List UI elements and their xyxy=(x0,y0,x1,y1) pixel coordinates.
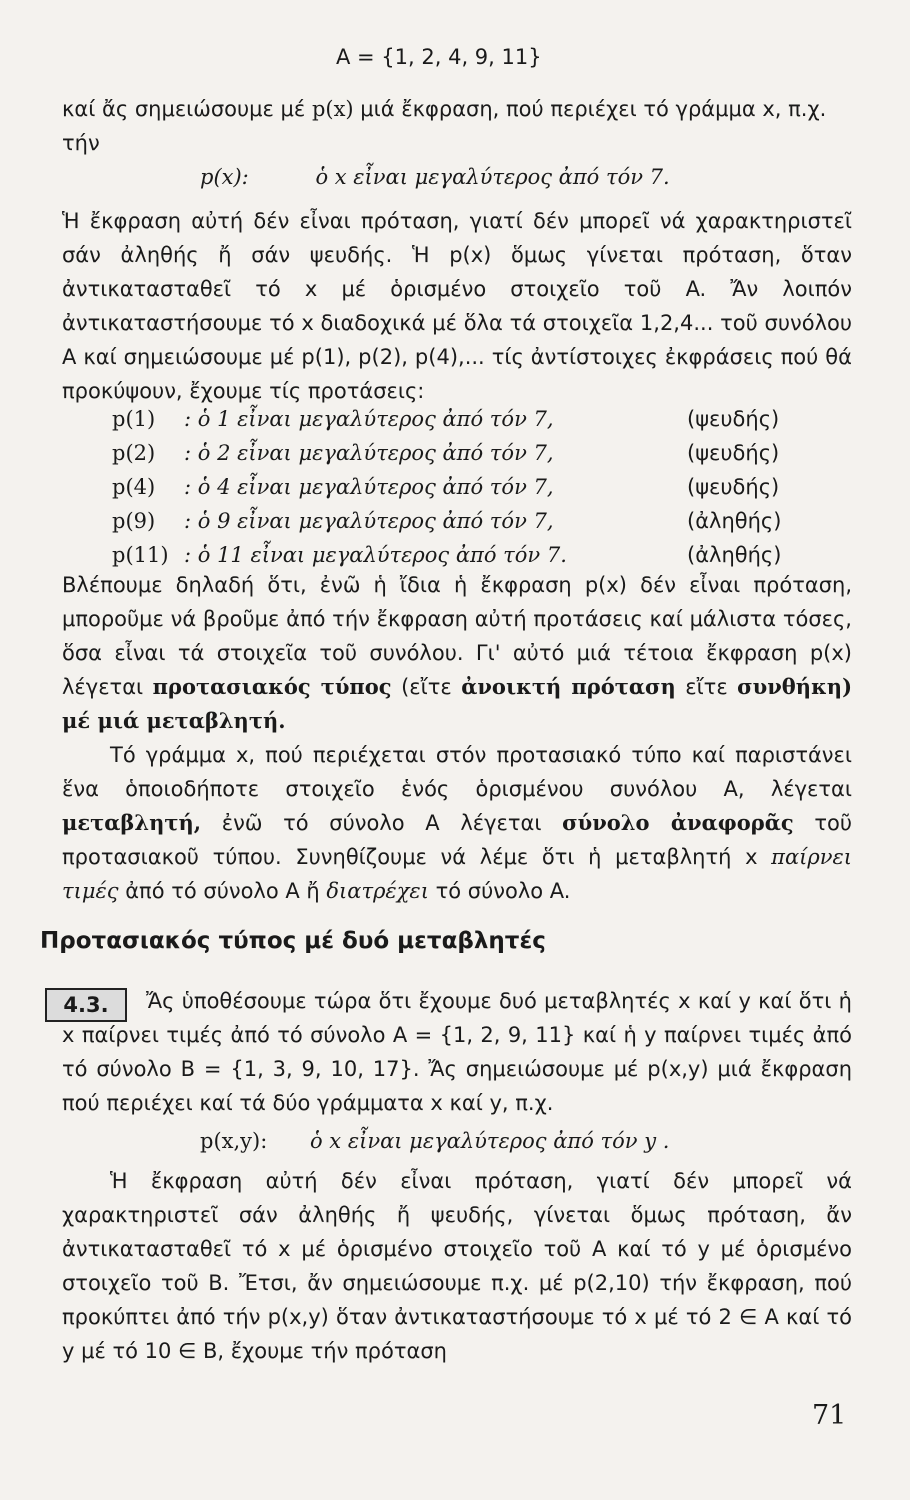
explanation-paragraph: Ἡ ἔκφραση αὐτή δέν εἶναι πρόταση, γιατί δέν μπορεῖ νά χαρακτηριστεῖ σάν ἀληθής ἤ σάν ψευδής. Ἡ p(x) ὅμως γίνεται πρόταση, ὅταν ἀντικατασταθεῖ τό x μέ ὁρισμένο στοιχεῖο τοῦ A. Ἄν λοιπόν ἀντικαταστήσουμε τό x διαδοχικά μέ ὅλα τά στοιχεῖα 1,2,4... τοῦ συνόλου A καί σημειώσουμε μέ p(1), p(2), p(4),... τίς ἀντίστοιχες ἐκφράσεις πού θά προκύψουν, ἔχουμε τίς προτάσεις: xyxy=(62,209,852,403)
proposition-row xyxy=(112,470,802,504)
variable-text: Τό γράμμα x, πού περιέχεται στόν προτασιακό τύπο καί παριστάνει ἕνα ὁποιοδήποτε στοιχεῖο ἑνός ὁρισμένου συνόλου A, λέγεται xyxy=(62,743,852,801)
section-heading: Προτασιακός τύπος μέ δυό μεταβλητές xyxy=(40,928,546,954)
proposition-row xyxy=(112,436,802,470)
expression2-label: p(x,y): xyxy=(200,1129,268,1153)
expression-text: ὁ x εἶναι μεγαλύτερος ἀπό τόν 7. xyxy=(315,165,670,189)
variable-paragraph xyxy=(62,738,852,908)
proposition-label: p(4) xyxy=(112,475,156,499)
proposition-text: : ὁ 11 εἶναι μεγαλύτερος ἀπό τόν 7. xyxy=(184,543,567,567)
proposition-row xyxy=(112,538,802,572)
proposition-text: : ὁ 9 εἶναι μεγαλύτερος ἀπό τόν 7, xyxy=(184,509,554,533)
term-traverses: διατρέχει xyxy=(326,879,429,903)
variable-text-2: ἐνῶ τό σύνολο A λέγεται xyxy=(201,811,563,835)
expression-label: p(x): xyxy=(200,165,249,189)
proposition-text: : ὁ 2 εἶναι μεγαλύτερος ἀπό τόν 7, xyxy=(184,441,554,465)
term-takes-values: παίρνει τιμές xyxy=(62,845,852,903)
term-reference-set: σύνολο ἀναφορᾶς xyxy=(562,810,794,835)
intro-text: καί ἄς σημειώσουμε μέ xyxy=(62,97,312,121)
proposition-row xyxy=(112,504,802,538)
page-number: 71 xyxy=(812,1400,847,1431)
proposition-label: p(11) xyxy=(112,543,169,567)
set-definition: A = {1, 2, 4, 9, 11} xyxy=(336,45,542,69)
expression-p-x-y xyxy=(200,1124,669,1158)
intro-expr: p(x) xyxy=(311,97,354,121)
variable-text-3: τοῦ προτασιακοῦ τύπου. Συνηθίζουμε νά λέμε ὅτι ἡ μεταβλητή x xyxy=(62,811,852,869)
proposition-truth-value: (ψευδής) xyxy=(687,441,780,465)
substitution-paragraph: Ἡ ἔκφραση αὐτή δέν εἶναι πρόταση, γιατί δέν μπορεῖ νά χαρακτηριστεῖ σάν ἀληθής ἤ ψευδής, γίνεται ὅμως πρόταση, ἄν ἀντικατασταθεῖ τό x μέ ὁρισμένο στοιχεῖο τοῦ A καί τό y μέ ὁρισμένο στοιχεῖο τοῦ B. Ἔτσι, ἄν σημειώσουμε π.χ. μέ p(2,10) τήν ἔκφραση, πού προκύπτει ἀπό τήν p(x,y) ὅταν ἀντικαταστήσουμε τό x μέ τό 2 ∈ A καί τό y μέ τό 10 ∈ B, ἔχουμε τήν πρόταση xyxy=(62,1169,852,1363)
proposition-text: : ὁ 1 εἶναι μεγαλύτερος ἀπό τόν 7, xyxy=(184,407,554,431)
variable-text-4: ἀπό τό σύνολο A ἤ xyxy=(118,879,327,903)
variable-text-5: τό σύνολο A. xyxy=(428,879,571,903)
definition-text-3: εἴτε xyxy=(675,675,738,699)
proposition-truth-value: (ἀληθής) xyxy=(687,509,782,533)
term-condition: συνθήκη) μέ μιά μεταβλητή. xyxy=(62,674,853,733)
proposition-truth-value: (ἀληθής) xyxy=(687,543,782,567)
intro-text-end: μιά ἔκφραση, πού περιέχει τό γράμμα x, π.χ. τήν xyxy=(62,97,827,155)
proposition-text: : ὁ 4 εἶναι μεγαλύτερος ἀπό τόν 7, xyxy=(184,475,554,499)
term-variable: μεταβλητή, xyxy=(62,810,202,835)
term-propositional-formula: προτασιακός τύπος xyxy=(152,674,392,699)
definition-paragraph xyxy=(62,568,852,738)
expression-p-x xyxy=(200,160,670,194)
proposition-row xyxy=(112,402,802,436)
definition-text: Βλέπουμε δηλαδή ὅτι, ἐνῶ ἡ ἴδια ἡ ἔκφραση p(x) δέν εἶναι πρόταση, μπορoῦμε νά βροῦμε ἀπό τήν ἔκφραση αὐτή προτάσεις καί μάλιστα τόσες, ὅσα εἶναι τά στοιχεῖα τοῦ συνόλου. Γι' αὐτό μιά τέτοια ἔκφραση p(x) λέγεται xyxy=(62,573,852,699)
two-variables-paragraph: Ἄς ὑποθέσουμε τώρα ὅτι ἔχουμε δυό μεταβλητές x καί y καί ὅτι ἡ x παίρνει τιμές ἀπό τό σύνολο A = {1, 2, 9, 11} καί ἡ y παίρνει τιμές ἀπό τό σύνολο B = {1, 3, 9, 10, 17}. Ἄς σημειώσουμε μέ p(x,y) μιά ἔκφραση πού περιέχει καί τά δύο γράμματα x καί y, π.χ. xyxy=(62,989,852,1115)
proposition-truth-value: (ψευδής) xyxy=(687,475,780,499)
expression2-text: ὁ x εἶναι μεγαλύτερος ἀπό τόν y . xyxy=(309,1129,670,1153)
proposition-label: p(2) xyxy=(112,441,156,465)
definition-text-2: (εἴτε xyxy=(391,675,462,699)
proposition-truth-value: (ψευδής) xyxy=(687,407,780,431)
proposition-label: p(9) xyxy=(112,509,156,533)
proposition-label: p(1) xyxy=(112,407,156,431)
term-open-proposition: ἀνοικτή πρόταση xyxy=(461,674,676,699)
intro-paragraph xyxy=(62,92,852,160)
section-number-box: 4.3. xyxy=(45,988,127,1022)
